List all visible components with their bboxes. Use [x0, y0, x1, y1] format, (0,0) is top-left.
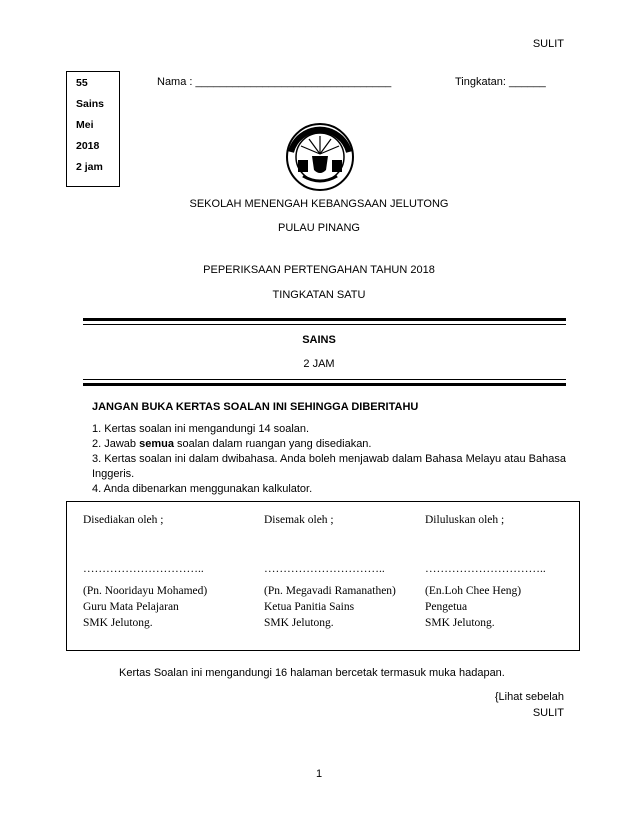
- instruction-2-bold: semua: [139, 438, 174, 450]
- signature-line: …………………………..: [264, 563, 385, 575]
- signature-org: SMK Jelutong.: [264, 617, 334, 629]
- signature-name: (Pn. Nooridayu Mohamed): [83, 585, 208, 597]
- divider-thick: [83, 318, 566, 321]
- signature-label: Disediakan oleh ;: [83, 514, 164, 526]
- signature-label: Diluluskan oleh ;: [425, 514, 505, 526]
- subject-name: SAINS: [302, 334, 336, 346]
- sulit-footer: SULIT: [532, 707, 564, 719]
- signature-line: …………………………..: [425, 563, 546, 575]
- school-crest-icon: [285, 122, 355, 192]
- signature-role: Ketua Panitia Sains: [264, 601, 355, 613]
- signature-org: SMK Jelutong.: [83, 617, 153, 629]
- school-state: PULAU PINANG: [278, 222, 360, 234]
- signature-line: …………………………..: [83, 563, 204, 575]
- code-line: 2 jam: [76, 161, 103, 173]
- sulit-header: SULIT: [532, 38, 564, 50]
- paper-code-box: [66, 71, 120, 187]
- instruction-1: 1. Kertas soalan ini mengandungi 14 soalan.: [92, 423, 310, 435]
- instruction-4: 4. Anda dibenarkan menggunakan kalkulator.: [92, 483, 313, 495]
- page-number: 1: [315, 768, 323, 780]
- school-name: SEKOLAH MENENGAH KEBANGSAAN JELUTONG: [189, 198, 449, 210]
- divider-thin: [83, 324, 566, 325]
- page-count-note: Kertas Soalan ini mengandungi 16 halaman bercetak termasuk muka hadapan.: [119, 667, 505, 679]
- signature-role: Guru Mata Pelajaran: [83, 601, 179, 613]
- warning-text: JANGAN BUKA KERTAS SOALAN INI SEHINGGA DIBERITAHU: [92, 401, 419, 413]
- form-field: Tingkatan: ______: [455, 76, 546, 88]
- signature-org: SMK Jelutong.: [425, 617, 495, 629]
- code-line: 55: [76, 77, 88, 89]
- signature-name: (Pn. Megavadi Ramanathen): [264, 585, 396, 597]
- signature-role: Pengetua: [425, 601, 468, 613]
- divider-thick: [83, 383, 566, 386]
- signature-label: Disemak oleh ;: [264, 514, 334, 526]
- exam-title: PEPERIKSAAN PERTENGAHAN TAHUN 2018: [203, 264, 435, 276]
- instruction-2-text: 2. Jawab: [92, 438, 140, 450]
- instruction-3: 3. Kertas soalan ini dalam dwibahasa. Anda boleh menjawab dalam Bahasa Melayu atau Bahasa Inggeris.: [92, 453, 566, 480]
- exam-form: TINGKATAN SATU: [272, 289, 366, 301]
- instruction-2-text: soalan dalam ruangan yang disediakan.: [173, 438, 372, 450]
- signature-box: [66, 501, 580, 651]
- name-field: Nama : ________________________________: [157, 76, 392, 88]
- code-line: Sains: [76, 98, 105, 110]
- code-line: 2018: [76, 140, 100, 152]
- subject-duration: 2 JAM: [303, 358, 335, 370]
- divider-thin: [83, 379, 566, 380]
- see-next-note: {Lihat sebelah: [494, 691, 564, 703]
- instruction-2: [92, 437, 566, 452]
- code-line: Mei: [76, 119, 94, 131]
- signature-name: (En.Loh Chee Heng): [425, 585, 522, 597]
